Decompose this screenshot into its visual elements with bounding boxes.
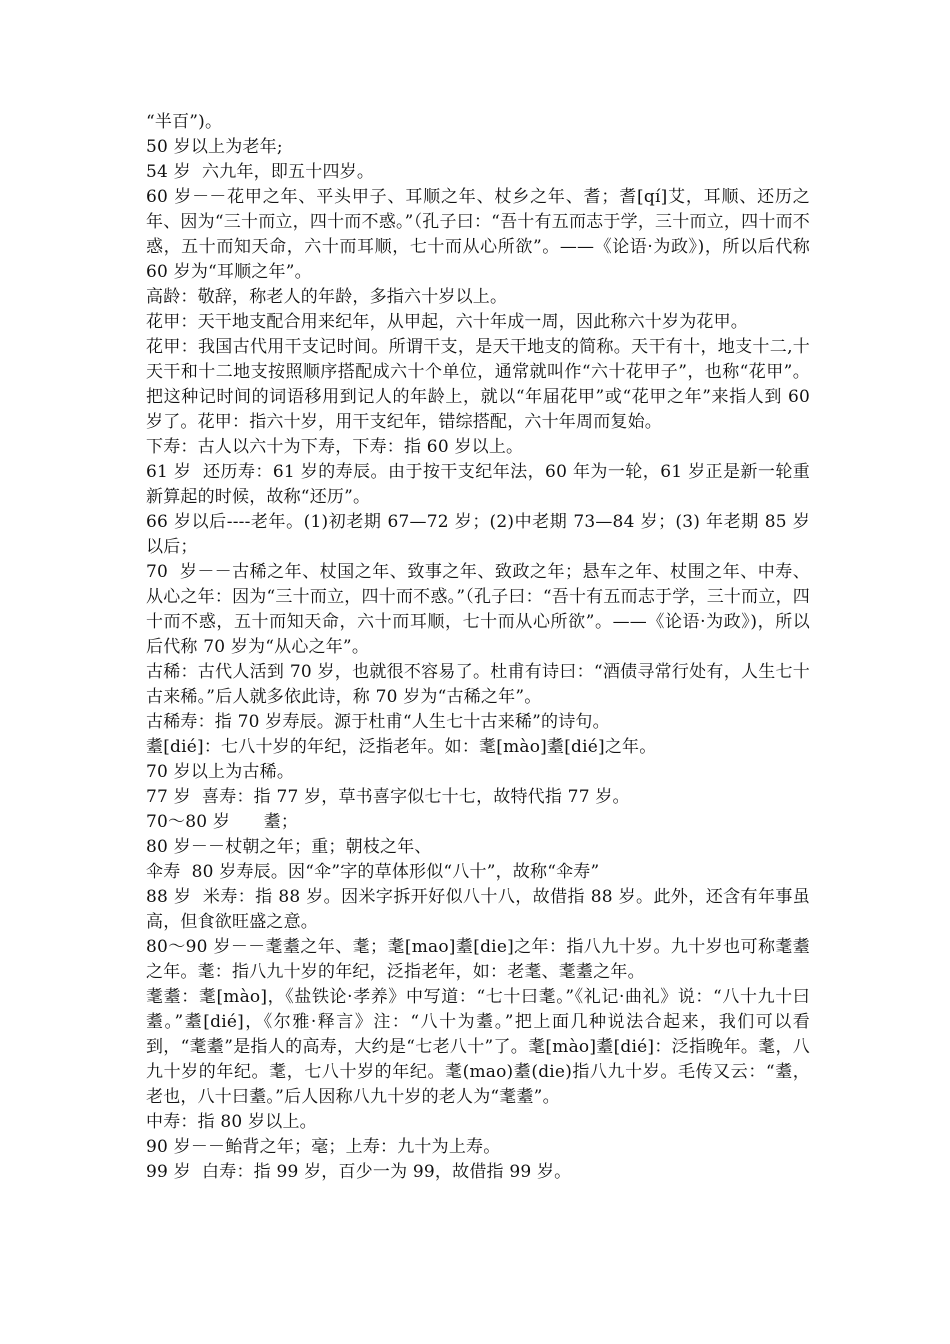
paragraph: 50 岁以上为老年;	[146, 137, 283, 157]
paragraph: 70～80 岁 耋；	[146, 812, 299, 832]
paragraph: 77 岁 喜寿：指 77 岁，草书喜字似七十七，故特代指 77 岁。	[146, 787, 630, 807]
document-body	[146, 110, 816, 1185]
paragraph: 古稀：古代人活到 70 岁，也就很不容易了。杜甫有诗曰：“酒债寻常行处有，人生七十古来稀。”后人就多依此诗，称 70 岁为“古稀之年”。	[146, 662, 810, 707]
paragraph: “半百”)。	[146, 112, 223, 132]
paragraph: 60 岁－－花甲之年、平头甲子、耳顺之年、杖乡之年、耆；耆[qí]艾，耳顺、还历之年、因为“三十而立，四十而不惑。”（孔子曰：“吾十有五而志于学，三十而立，四十而不惑，五十而知天命，六十而耳顺，七十而从心所欲”。——《论语·为政》)，所以后代称 60 岁为“耳顺之年”。	[146, 187, 816, 282]
paragraph: 花甲：天干地支配合用来纪年，从甲起，六十年成一周，因此称六十岁为花甲。	[146, 312, 748, 332]
paragraph: 下寿：古人以六十为下寿，下寿：指 60 岁以上。	[146, 437, 524, 457]
paragraph: 61 岁 还历寿：61 岁的寿辰。由于按干支纪年法，60 年为一轮，61 岁正是新一轮重新算起的时候，故称“还历”。	[146, 462, 810, 507]
paragraph: 高龄：敬辞，称老人的年龄，多指六十岁以上。	[146, 287, 508, 307]
paragraph: 花甲：我国古代用干支记时间。所谓干支，是天干地支的简称。天干有十，地支十二,十天干和十二地支按照顺序搭配成六十个单位，通常就叫作“六十花甲子”，也称“花甲”。把这种记时间的词语移用到记人的年龄上，就以“年届花甲”或“花甲之年”来指人到 60 岁了。花甲：指六十岁，用干支纪年，错综搭配，六十年周而复始。	[146, 337, 816, 432]
paragraph: 88 岁 米寿：指 88 岁。因米字拆开好似八十八，故借指 88 岁。此外，还含有年事虽高，但食欲旺盛之意。	[146, 887, 810, 932]
paragraph: 66 岁以后----老年。(1)初老期 67—72 岁；(2)中老期 73—84 岁；(3) 年老期 85 岁以后；	[146, 512, 810, 557]
paragraph: 80 岁－－杖朝之年；重；朝枝之年、	[146, 837, 432, 857]
paragraph: 耄耋：耄[mào]，《盐铁论·孝养》中写道：“七十曰耄。”《礼记·曲礼》说：“八十九十曰耋。”耋[dié]，《尔雅·释言》注：“八十为耋。”把上面几种说法合起来，我们可以看到，“耄耋”是指人的高寿，大约是“七老八十”了。耄[mào]耋[dié]：泛指晚年。耄，八九十岁的年纪。耄，七八十岁的年纪。耄(mao)耋(die)指八九十岁。毛传又云：“耋，老也，八十曰耋。”后人因称八九十岁的老人为“耄耋”。	[146, 987, 810, 1107]
paragraph: 70 岁以上为古稀。	[146, 762, 295, 782]
paragraph: 90 岁－－鲐背之年；毫；上寿：九十为上寿。	[146, 1137, 501, 1157]
paragraph: 伞寿 80 岁寿辰。因“伞”字的草体形似“八十”，故称“伞寿”	[146, 862, 600, 882]
paragraph: 中寿：指 80 岁以上。	[146, 1112, 317, 1132]
paragraph: 99 岁 白寿：指 99 岁，百少一为 99，故借指 99 岁。	[146, 1162, 572, 1182]
paragraph: 54 岁 六九年，即五十四岁。	[146, 162, 375, 182]
paragraph: 80～90 岁－－耄耋之年、耄；耄[mao]耋[die]之年：指八九十岁。九十岁也可称耄耋之年。耄：指八九十岁的年纪，泛指老年，如：老耄、耄耋之年。	[146, 937, 810, 982]
paragraph: 耋[dié]：七八十岁的年纪，泛指老年。如：耄[mào]耋[dié]之年。	[146, 737, 657, 757]
paragraph: 70 岁－－古稀之年、杖国之年、致事之年、致政之年；悬车之年、杖围之年、中寿、从心之年：因为“三十而立，四十而不惑。”（孔子曰：“吾十有五而志于学，三十而立，四十而不惑，五十而知天命，六十而耳顺，七十而从心所欲”。——《论语·为政》)，所以后代称 70 岁为“从心之年”。	[146, 562, 810, 657]
paragraph: 古稀寿：指 70 岁寿辰。源于杜甫“人生七十古来稀”的诗句。	[146, 712, 610, 732]
